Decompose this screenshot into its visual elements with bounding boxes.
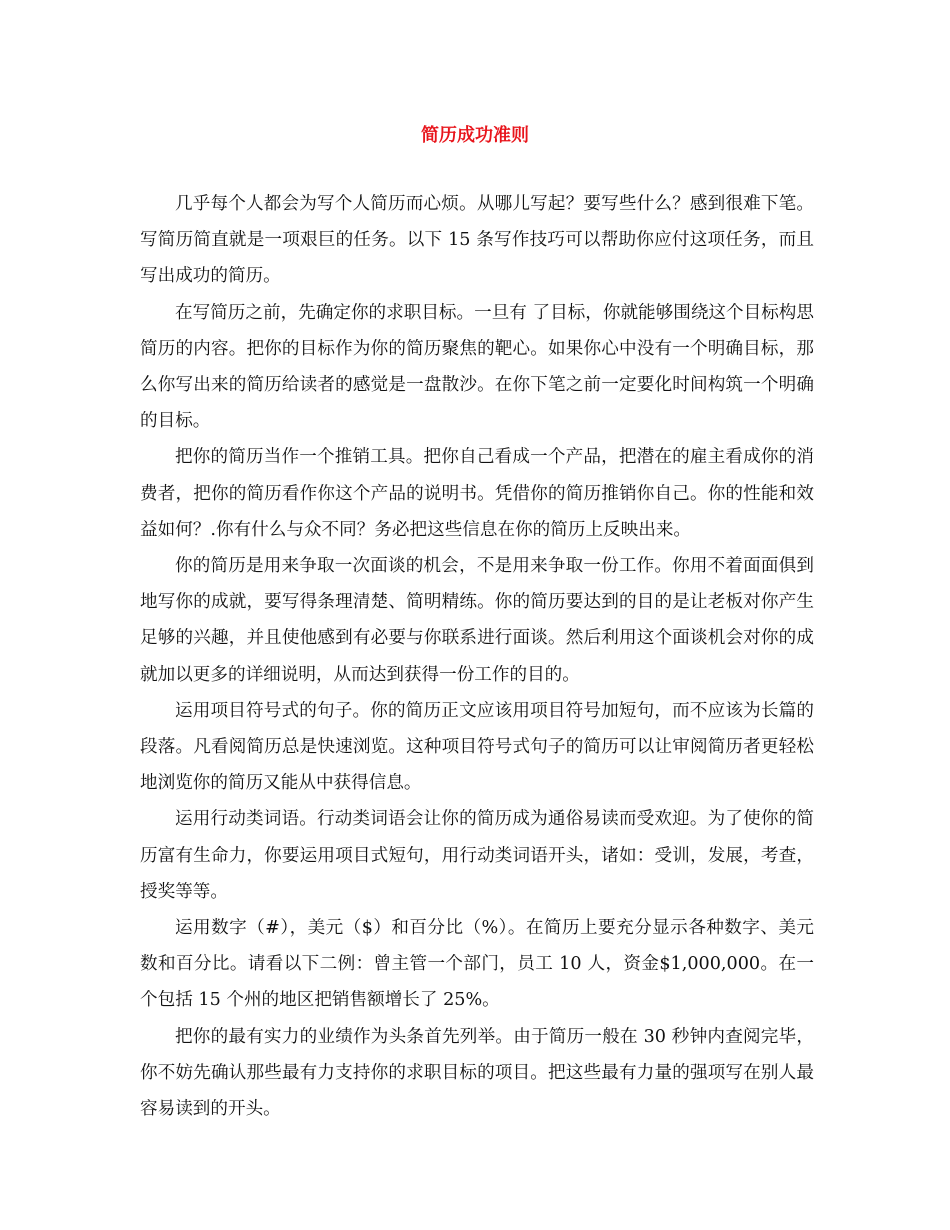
paragraph-strongest-achievements: 把你的最有实力的业绩作为头条首先列举。由于简历一般在 30 秒钟内查阅完毕，你不妨先确认那些最有力支持你的求职目标的项目。把这些最有力量的强项写在别人最容易读到的开头。 — [140, 1026, 814, 1120]
paragraph-interview-chance: 你的简历是用来争取一次面谈的机会，不是用来争取一份工作。你用不着面面俱到地写你的成就，要写得条理清楚、简明精练。你的简历要达到的目的是让老板对你产生足够的兴趣，并且使他感到有必要与你联系进行面谈。然后利用这个面谈机会对你的成就加以更多的详细说明，从而达到获得一份工作的目的。 — [140, 556, 814, 685]
paragraph-action-words: 运用行动类词语。行动类词语会让你的简历成为通俗易读而受欢迎。为了使你的简历富有生命力，你要运用项目式短句，用行动类词语开头，诸如：受训，发展，考查，授奖等等。 — [140, 809, 814, 902]
paragraph-marketing-tool: 把你的简历当作一个推销工具。把你自己看成一个产品，把潜在的雇主看成你的消费者，把你的简历看作你这个产品的说明书。凭借你的简历推销你自己。你的性能和效益如何？.你有什么与众不同？务必把这些信息在你的简历上反映出来。 — [140, 447, 814, 540]
paragraph-bullet-sentences: 运用项目符号式的句子。你的简历正文应该用项目符号加短句，而不应该为长篇的段落。凡看阅简历总是快速浏览。这种项目符号式句子的简历可以让审阅简历者更轻松地浏览你的简历又能从中获得信息。 — [140, 700, 814, 794]
paragraph-numbers: 运用数字（#），美元（$）和百分比（%）。在简历上要充分显示各种数字、美元数和百分比。请看以下二例：曾主管一个部门，员工 10 人，资金$1,000,000。在一个包括 15 个州的地区把销售额增长了 25%。 — [140, 918, 814, 1011]
paragraph-intro: 几乎每个人都会为写个人简历而心烦。从哪儿写起？要写些什么？感到很难下笔。写简历简直就是一项艰巨的任务。以下 15 条写作技巧可以帮助你应付这项任务，而且写出成功的简历。 — [140, 194, 814, 287]
document-body — [140, 186, 814, 1127]
paragraph-career-goal: 在写简历之前，先确定你的求职目标。一旦有 了目标，你就能够围绕这个目标构思简历的内容。把你的目标作为你的简历聚焦的靶心。如果你心中没有一个明确目标，那么你写出来的简历给读者的感觉是一盘散沙。在你下笔之前一定要化时间构筑一个明确的目标。 — [140, 302, 814, 432]
document-title: 简历成功准则 — [421, 125, 529, 146]
